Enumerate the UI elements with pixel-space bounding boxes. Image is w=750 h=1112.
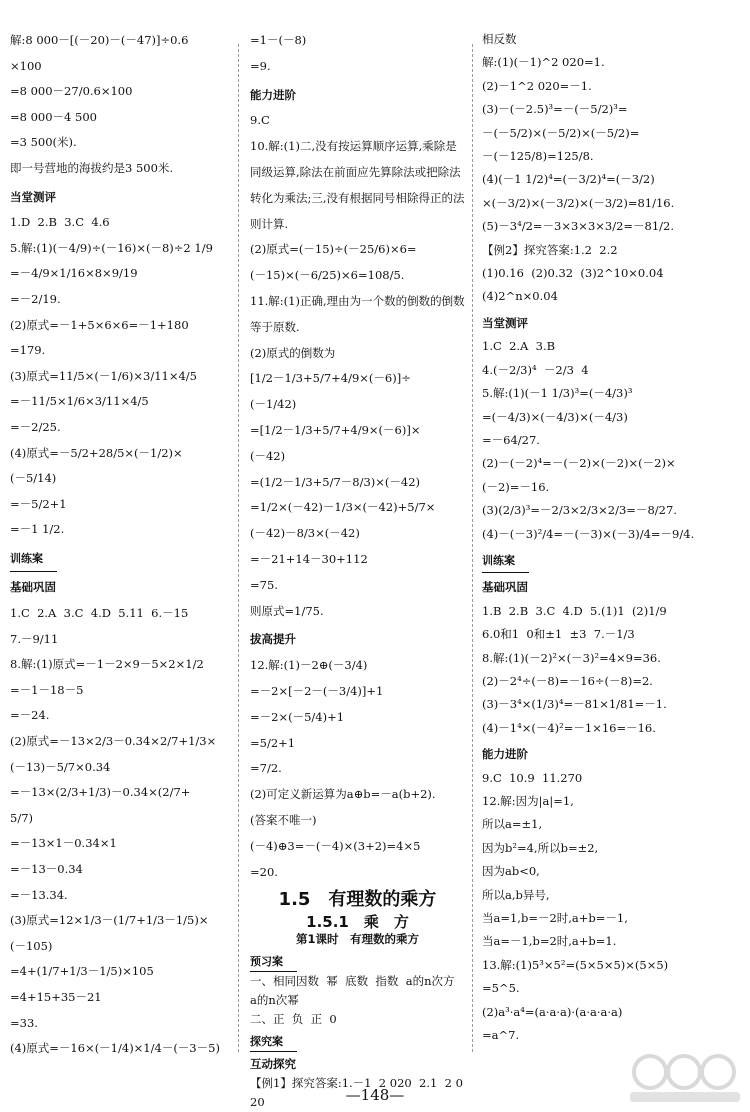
column-middle-answers xyxy=(250,28,465,885)
text-line: =－13.34. xyxy=(10,887,68,902)
text-line: =179. xyxy=(10,343,46,358)
text-line: =20. xyxy=(250,864,278,879)
text-line: －(－5/2)×(－5/2)×(－5/2)= xyxy=(482,125,640,140)
text-line: ×(－3/2)×(－3/2)×(－3/2)=81/16. xyxy=(482,195,675,210)
column-divider-right xyxy=(472,44,473,1052)
text-line: (4)2^n×0.04 xyxy=(482,289,558,304)
text-line: (2)原式的倒数为 xyxy=(250,345,336,360)
text-line: 8.解:(1)原式=－1－2×9－5×2×1/2 xyxy=(10,657,204,672)
text-line: =－13×(2/3+1/3)－0.34×(2/7+ xyxy=(10,785,191,800)
text-line: =－2×[－2－(－3/4)]+1 xyxy=(250,683,384,698)
text-line: [1/2－1/3+5/7+4/9×(－6)]÷ xyxy=(250,371,411,386)
text-line: 训练案 xyxy=(482,549,529,573)
text-line: 二、正 负 正 0 xyxy=(250,1011,337,1026)
text-line: 解:(1)(－1)^2 020=1. xyxy=(482,55,605,70)
text-line: 当堂测评 xyxy=(482,315,528,330)
text-line: (答案不唯一) xyxy=(250,812,317,827)
column-right xyxy=(482,28,740,1047)
column-divider-left xyxy=(238,44,239,1052)
text-line: (4)－1⁴×(－4)²=－1×16=－16. xyxy=(482,720,656,735)
text-line: 因为b²=4,所以b=±2, xyxy=(482,840,599,855)
column-left xyxy=(10,28,228,1062)
text-line: 即一号营地的海拔约是3 500米. xyxy=(10,160,174,175)
text-line: 训练案 xyxy=(10,546,57,573)
text-line: 所以a,b异号, xyxy=(482,887,550,902)
text-line: =a^7. xyxy=(482,1028,520,1043)
text-line: =5/2+1 xyxy=(250,735,296,750)
text-line: 解:8 000－[(－20)－(－47)]÷0.6 xyxy=(10,33,189,47)
text-line: 基础巩固 xyxy=(482,580,528,595)
text-line: =9. xyxy=(250,58,271,73)
section-title: 1.5 有理数的乘方 xyxy=(278,889,437,911)
text-line: 12.解:(1)－2⊕(－3/4) xyxy=(250,658,368,673)
text-line: =33. xyxy=(10,1015,38,1030)
lesson-title: 第1课时 有理数的乘方 xyxy=(295,931,419,946)
text-line: =[1/2－1/3+5/7+4/9×(－6)]× xyxy=(250,422,421,437)
text-line: 5/7) xyxy=(10,810,33,825)
watermark-logo-icon xyxy=(626,1050,744,1106)
text-line: (3)原式=11/5×(－1/6)×3/11×4/5 xyxy=(10,368,197,383)
text-line: (2)原式=－13×2/3－0.34×2/7+1/3× xyxy=(10,734,217,749)
text-line: 4.(－2/3)⁴ －2/3 4 xyxy=(482,362,589,377)
text-line: 11.解:(1)正确,理由为一个数的倒数的倒数等于原数. xyxy=(250,293,465,334)
text-line: =1/2×(－42)－1/3×(－42)+5/7× xyxy=(250,500,436,515)
text-line: 所以a=±1, xyxy=(482,817,543,832)
text-line: (－42)－8/3×(－42) xyxy=(250,526,360,541)
text-line: 因为ab<0, xyxy=(482,864,540,879)
text-line: (4)原式=－5/2+28/5×(－1/2)× xyxy=(10,445,183,460)
text-line: (－42) xyxy=(250,448,286,463)
text-line: 基础巩固 xyxy=(10,580,56,595)
text-line: =－13－0.34 xyxy=(10,862,83,876)
text-line: 则原式=1/75. xyxy=(250,603,324,618)
text-line: =4+(1/7+1/3－1/5)×105 xyxy=(10,964,154,979)
text-line: (2)a³·a⁴=(a·a·a)·(a·a·a·a) xyxy=(482,1004,623,1019)
text-line: =75. xyxy=(250,577,278,592)
text-line: 1.C 2.A 3.B xyxy=(482,339,556,354)
text-line: 5.解:(1)(－1 1/3)³=(－4/3)³ xyxy=(482,386,633,401)
text-line: (3)原式=12×1/3－(1/7+1/3－1/5)× xyxy=(10,913,209,928)
text-line: 9.C xyxy=(250,113,270,128)
text-line: 当a=－1,b=2时,a+b=1. xyxy=(482,934,617,949)
text-line: =3 500(米). xyxy=(10,135,77,150)
text-line: 5.解:(1)(－4/9)÷(－16)×(－8)÷2 1/9 xyxy=(10,240,213,255)
text-line: ×100 xyxy=(10,58,42,73)
text-line: 6.0和1 0和±1 ±3 7.－1/3 xyxy=(482,627,635,642)
text-line: 1.D 2.B 3.C 4.6 xyxy=(10,215,110,230)
text-line: (2)－2⁴÷(－8)=－16÷(－8)=2. xyxy=(482,673,653,688)
text-line: (2)－1^2 020=－1. xyxy=(482,78,592,93)
text-line: (4)－(－3)²/4=－(－3)×(－3)/4=－9/4. xyxy=(482,526,695,541)
text-line: 1.C 2.A 3.C 4.D 5.11 6.－15 xyxy=(10,606,189,621)
text-line: 预习案 xyxy=(250,952,297,972)
page-number: —148— xyxy=(345,1086,405,1104)
text-line: =(1/2－1/3+5/7－8/3)×(－42) xyxy=(250,474,421,489)
text-line: =5^5. xyxy=(482,981,520,996)
text-line: 相反数 xyxy=(482,32,517,46)
text-line: =－2×(－5/4)+1 xyxy=(250,709,345,724)
text-line: (－5/14) xyxy=(10,471,57,486)
text-line: 一、相同因数 幂 底数 指数 a的n次方 a的n次幂 xyxy=(250,973,462,1007)
text-line: 【例1】探究答案:1.－1 2 020 2.1 2 020 xyxy=(250,1075,463,1109)
text-line: 10.解:(1)二,没有按运算顺序运算,乘除是同级运算,除法在前面应先算除法或把除法转化为乘法;三,没有根据同号相除得正的法则计算. xyxy=(250,139,465,231)
text-line: (2)可定义新运算为a⊕b=－a(b+2). xyxy=(250,787,436,802)
text-line: (－105) xyxy=(10,938,53,953)
text-line: 7.－9/11 xyxy=(10,631,59,646)
text-line: =7/2. xyxy=(250,761,282,776)
text-line: =(－4/3)×(－4/3)×(－4/3) xyxy=(482,409,628,424)
text-line: =－5/2+1 xyxy=(10,496,67,511)
text-line: (5)－3⁴/2=－3×3×3×3/2=－81/2. xyxy=(482,219,675,234)
text-line: =－1－18－5 xyxy=(10,682,84,697)
text-line: (－2)=－16. xyxy=(482,479,550,494)
text-line: 拔高提升 xyxy=(250,632,296,647)
text-line: =－2/25. xyxy=(10,419,61,434)
text-line: (3)－3⁴×(1/3)⁴=－81×1/81=－1. xyxy=(482,697,667,712)
text-line: (3)－(－2.5)³=－(－5/2)³= xyxy=(482,102,628,117)
text-line: 能力进阶 xyxy=(482,747,528,762)
text-line: 9.C 10.9 11.270 xyxy=(482,770,583,785)
text-line: =－11/5×1/6×3/11×4/5 xyxy=(10,394,149,409)
text-line: 1.B 2.B 3.C 4.D 5.(1)1 (2)1/9 xyxy=(482,603,667,618)
text-line: 探究案 xyxy=(250,1032,297,1052)
text-line: 13.解:(1)5³×5²=(5×5×5)×(5×5) xyxy=(482,957,669,972)
text-line: =－2/19. xyxy=(10,291,61,306)
text-line: 【例2】探究答案:1.2 2.2 xyxy=(482,242,618,257)
text-line: 能力进阶 xyxy=(250,87,296,102)
subsection-title: 1.5.1 乘 方 xyxy=(306,912,409,931)
column-middle xyxy=(250,28,465,1112)
text-line: (－4)⊕3=－(－4)×(3+2)=4×5 xyxy=(250,838,421,853)
text-line: (2)－(－2)⁴=－(－2)×(－2)×(－2)× xyxy=(482,456,676,471)
text-line: 互动探究 xyxy=(250,1056,296,1071)
text-line: (2)原式=－1+5×6×6=－1+180 xyxy=(10,317,189,332)
text-line: =8 000－27/0.6×100 xyxy=(10,84,133,99)
text-line: =－1 1/2. xyxy=(10,522,65,537)
text-line: (2)原式=(－15)÷(－25/6)×6= xyxy=(250,242,417,257)
text-line: =8 000－4 500 xyxy=(10,109,97,124)
text-line: (4)(－1 1/2)⁴=(－3/2)⁴=(－3/2) xyxy=(482,172,655,187)
text-line: －(－125/8)=125/8. xyxy=(482,149,594,164)
text-line: =1－(－8) xyxy=(250,33,307,47)
text-line: =－21+14－30+112 xyxy=(250,551,368,566)
text-line: 8.解:(1)(－2)²×(－3)²=4×9=36. xyxy=(482,650,661,665)
text-line: 当a=1,b=－2时,a+b=－1, xyxy=(482,911,628,926)
text-line: (－15)×(－6/25)×6=108/5. xyxy=(250,268,405,283)
text-line: 当堂测评 xyxy=(10,189,56,204)
text-line: (－13)－5/7×0.34 xyxy=(10,759,111,774)
text-line: (－1/42) xyxy=(250,397,297,412)
text-line: =－13×1－0.34×1 xyxy=(10,836,117,851)
text-line: =4+15+35－21 xyxy=(10,989,102,1004)
text-line: 12.解:因为|a|=1, xyxy=(482,794,574,808)
text-line: =－24. xyxy=(10,708,50,723)
text-line: (1)0.16 (2)0.32 (3)2^10×0.04 xyxy=(482,266,664,281)
text-line: =－64/27. xyxy=(482,432,540,447)
text-line: (4)原式=－16×(－1/4)×1/4－(－3－5) xyxy=(10,1041,220,1056)
text-line: (3)(2/3)³=－2/3×2/3×2/3=－8/27. xyxy=(482,503,677,518)
text-line: =－4/9×1/16×8×9/19 xyxy=(10,266,138,281)
